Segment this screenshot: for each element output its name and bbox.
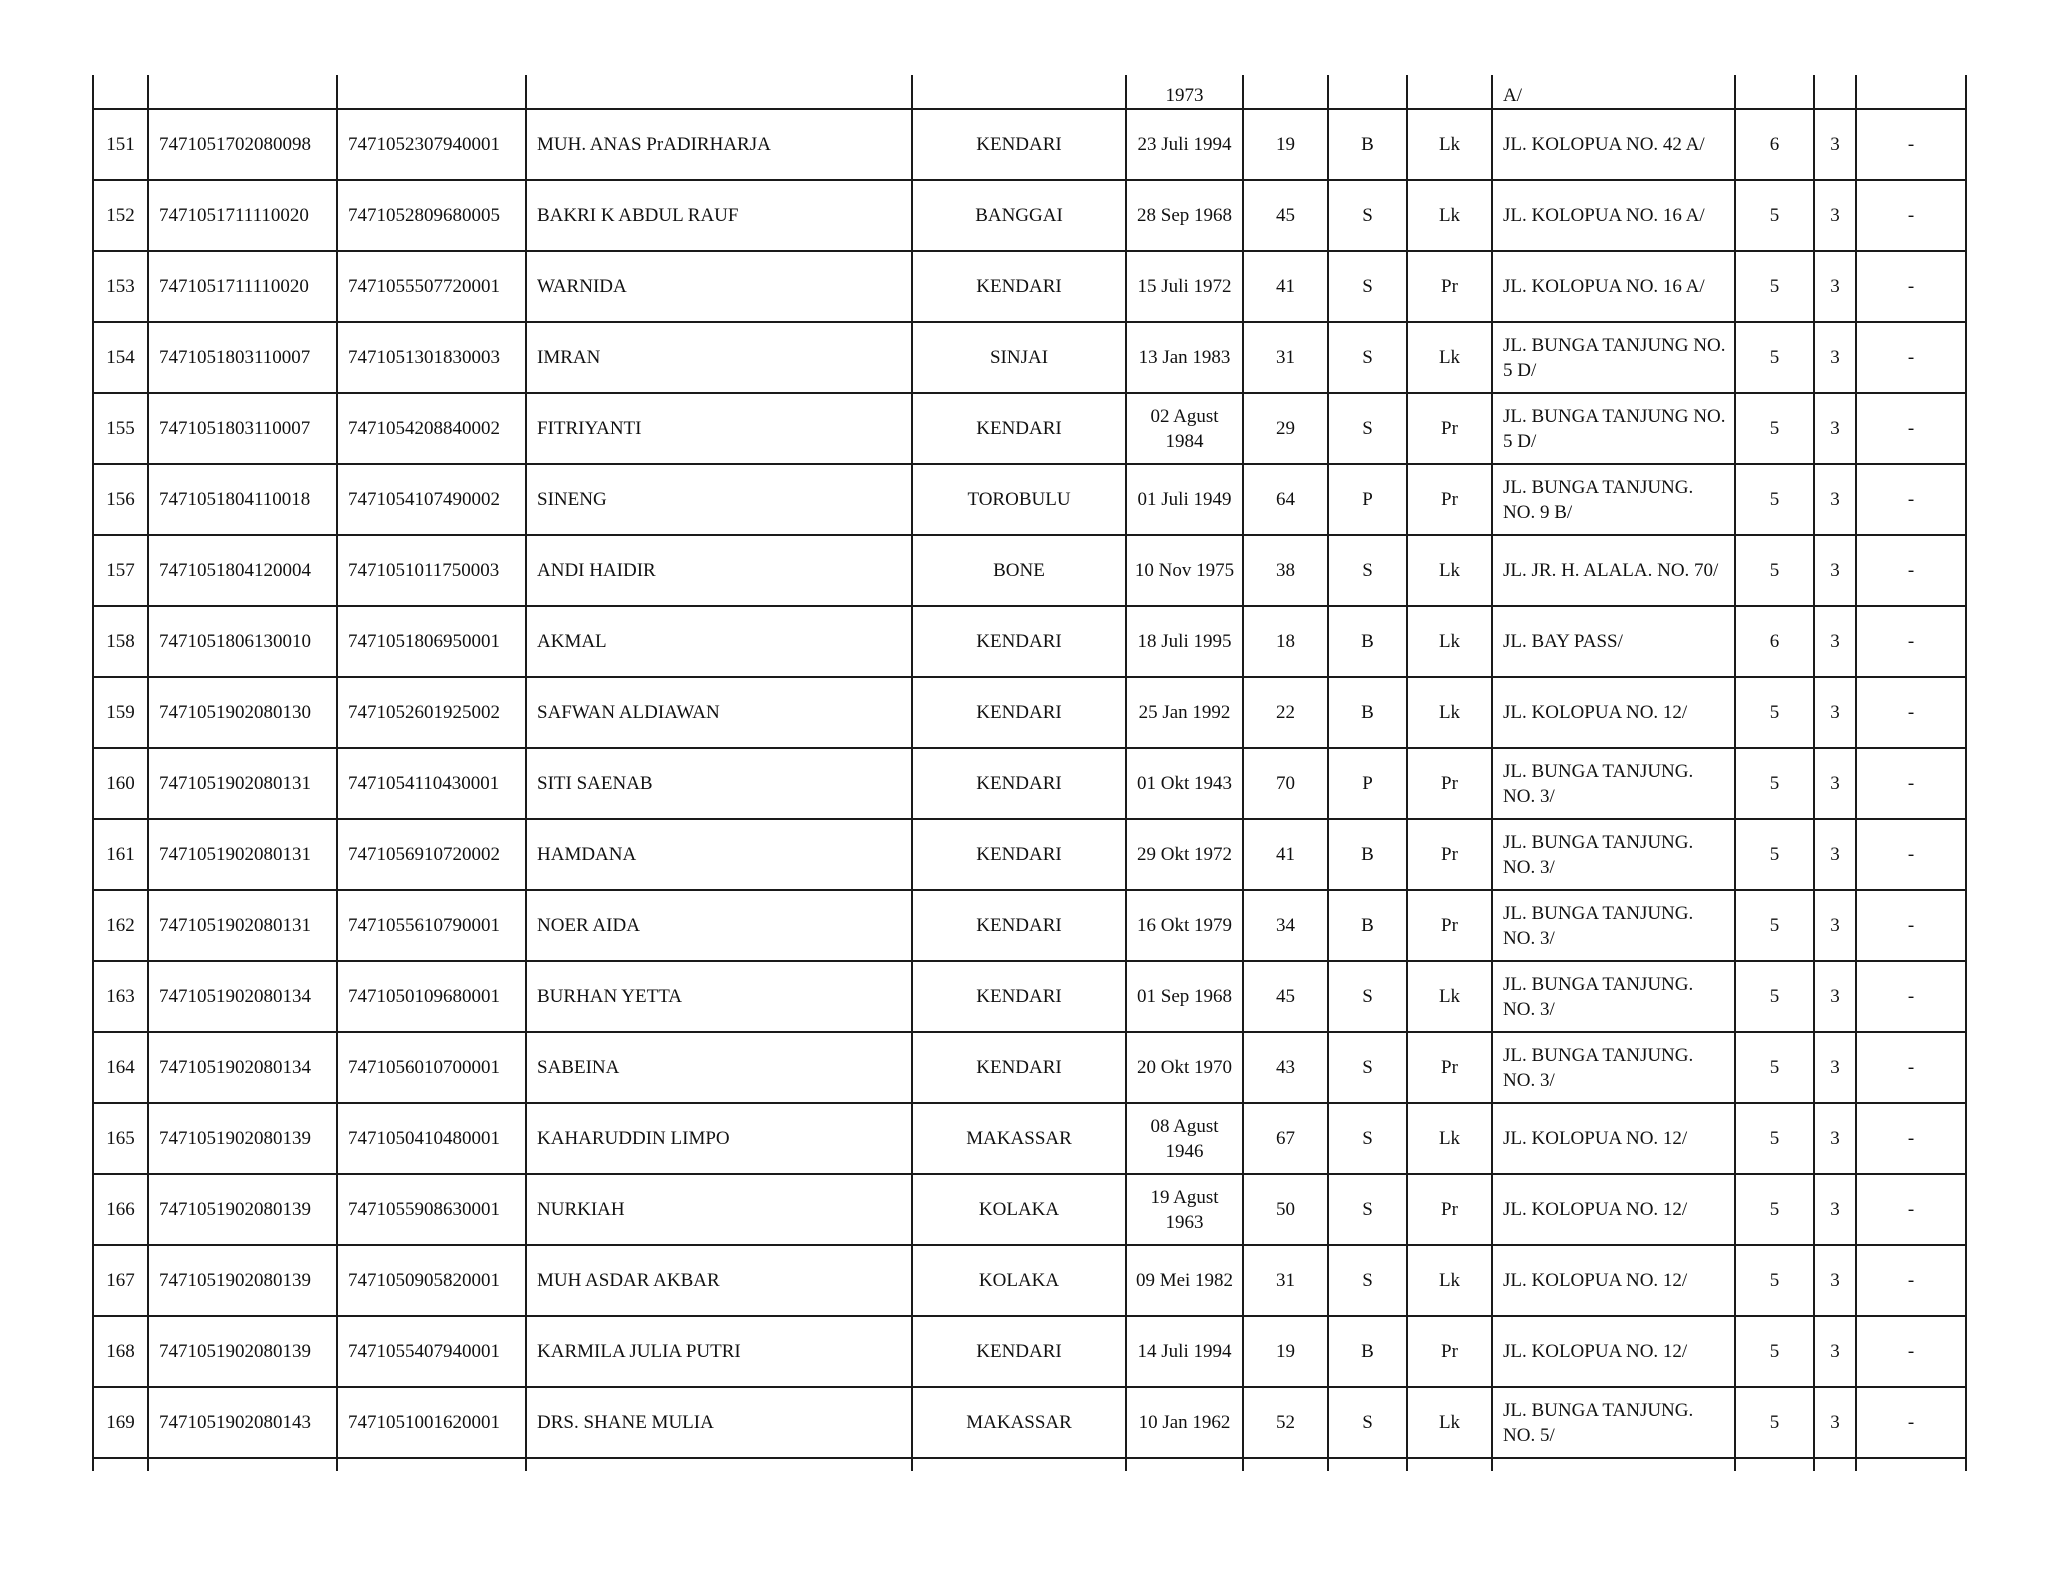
- address-cell: JL. KOLOPUA NO. 16 A/: [1492, 180, 1735, 251]
- address-cell: JL. BAY PASS/: [1492, 606, 1735, 677]
- sex-cell: Pr: [1407, 1032, 1492, 1103]
- remark-cell: -: [1856, 961, 1966, 1032]
- kk-number-cell: 7471051902080134: [148, 961, 337, 1032]
- nik-cell: 7471054107490002: [337, 464, 526, 535]
- sex-cell: Lk: [1407, 180, 1492, 251]
- birthplace-cell: MAKASSAR: [912, 1103, 1126, 1174]
- address-cell: JL. BUNGA TANJUNG. NO. 3/: [1492, 961, 1735, 1032]
- age-cell: 64: [1243, 464, 1328, 535]
- address-cell: JL. BUNGA TANJUNG. NO. 5/: [1492, 1387, 1735, 1458]
- age-cell: 34: [1243, 890, 1328, 961]
- nik-cell: 7471052601925002: [337, 677, 526, 748]
- birthdate-cell: 25 Jan 1992: [1126, 677, 1243, 748]
- table-row: [93, 748, 1966, 819]
- marital-status-cell: B: [1328, 677, 1407, 748]
- birthplace-cell: KOLAKA: [912, 1245, 1126, 1316]
- number-cell: 166: [93, 1174, 148, 1245]
- rt-cell: 5: [1735, 677, 1814, 748]
- birthdate-cell: 01 Okt 1943: [1126, 748, 1243, 819]
- kk-number-cell: 7471051711110020: [148, 180, 337, 251]
- birthdate-cell: 13 Jan 1983: [1126, 322, 1243, 393]
- rt-cell: 6: [1735, 109, 1814, 180]
- remark-cell: -: [1856, 1245, 1966, 1316]
- birthplace-cell: KENDARI: [912, 961, 1126, 1032]
- rw-cell: 3: [1814, 1387, 1856, 1458]
- table-row: [93, 606, 1966, 677]
- address-cell: JL. JR. H. ALALA. NO. 70/: [1492, 535, 1735, 606]
- name-cell: NURKIAH: [526, 1174, 912, 1245]
- table-row: [93, 535, 1966, 606]
- address-cell: JL. KOLOPUA NO. 12/: [1492, 1103, 1735, 1174]
- birthdate-cell: 10 Jan 1962: [1126, 1387, 1243, 1458]
- marital-status-cell: S: [1328, 1245, 1407, 1316]
- rt-cell: 5: [1735, 180, 1814, 251]
- marital-status-cell: S: [1328, 535, 1407, 606]
- number-cell: 162: [93, 890, 148, 961]
- birthplace-cell: KENDARI: [912, 748, 1126, 819]
- name-cell: IMRAN: [526, 322, 912, 393]
- rt-cell: 5: [1735, 1032, 1814, 1103]
- birthplace-cell: KENDARI: [912, 890, 1126, 961]
- number-cell: 161: [93, 819, 148, 890]
- kk-number-cell: 7471051902080134: [148, 1032, 337, 1103]
- nik-cell: 7471051001620001: [337, 1387, 526, 1458]
- table-row: [93, 1245, 1966, 1316]
- age-cell: 18: [1243, 606, 1328, 677]
- nik-cell: 7471050905820001: [337, 1245, 526, 1316]
- rw-cell: 3: [1814, 1103, 1856, 1174]
- nik-cell: 7471056910720002: [337, 819, 526, 890]
- number-cell: 157: [93, 535, 148, 606]
- remark-cell: -: [1856, 890, 1966, 961]
- birthplace-cell: KENDARI: [912, 1316, 1126, 1387]
- name-cell: NOER AIDA: [526, 890, 912, 961]
- address-cell: JL. KOLOPUA NO. 12/: [1492, 677, 1735, 748]
- address-cell: JL. KOLOPUA NO. 12/: [1492, 1174, 1735, 1245]
- remark-cell: -: [1856, 819, 1966, 890]
- sex-cell: Lk: [1407, 606, 1492, 677]
- age-cell: 31: [1243, 322, 1328, 393]
- birthplace-cell: MAKASSAR: [912, 1387, 1126, 1458]
- table-row: [93, 251, 1966, 322]
- number-cell: 158: [93, 606, 148, 677]
- nik-cell: 7471050410480001: [337, 1103, 526, 1174]
- age-cell: 41: [1243, 819, 1328, 890]
- kk-number-cell: 7471051711110020: [148, 251, 337, 322]
- sex-cell: Pr: [1407, 1174, 1492, 1245]
- kk-number-cell: 7471051902080131: [148, 748, 337, 819]
- age-cell: 67: [1243, 1103, 1328, 1174]
- birthdate-cell: 23 Juli 1994: [1126, 109, 1243, 180]
- name-cell: SABEINA: [526, 1032, 912, 1103]
- number-cell: 160: [93, 748, 148, 819]
- sex-cell: Pr: [1407, 819, 1492, 890]
- sex-cell: Lk: [1407, 961, 1492, 1032]
- kk-number-cell: 7471051804110018: [148, 464, 337, 535]
- rw-cell: 3: [1814, 748, 1856, 819]
- rt-cell: 5: [1735, 1245, 1814, 1316]
- age-cell: 29: [1243, 393, 1328, 464]
- rw-cell: 3: [1814, 819, 1856, 890]
- name-cell: ANDI HAIDIR: [526, 535, 912, 606]
- marital-status-cell: B: [1328, 1316, 1407, 1387]
- sex-cell: Lk: [1407, 535, 1492, 606]
- sex-cell: Pr: [1407, 1316, 1492, 1387]
- sex-cell: Pr: [1407, 251, 1492, 322]
- marital-status-cell: S: [1328, 1032, 1407, 1103]
- remark-cell: -: [1856, 109, 1966, 180]
- rt-cell: 5: [1735, 1387, 1814, 1458]
- kk-number-cell: 7471051902080131: [148, 890, 337, 961]
- rw-cell: 3: [1814, 677, 1856, 748]
- marital-status-cell: B: [1328, 606, 1407, 677]
- address-cell: JL. KOLOPUA NO. 12/: [1492, 1245, 1735, 1316]
- nik-cell: 7471051011750003: [337, 535, 526, 606]
- birthdate-cell: 01 Juli 1949: [1126, 464, 1243, 535]
- number-cell: 159: [93, 677, 148, 748]
- age-cell: 50: [1243, 1174, 1328, 1245]
- rw-cell: 3: [1814, 1174, 1856, 1245]
- sex-cell: Pr: [1407, 890, 1492, 961]
- name-cell: MUH ASDAR AKBAR: [526, 1245, 912, 1316]
- name-cell: FITRIYANTI: [526, 393, 912, 464]
- rt-cell: 5: [1735, 535, 1814, 606]
- rw-cell: 3: [1814, 1032, 1856, 1103]
- birthdate-cell: 19 Agust 1963: [1126, 1174, 1243, 1245]
- table-row: [93, 1103, 1966, 1174]
- marital-status-cell: S: [1328, 180, 1407, 251]
- name-cell: WARNIDA: [526, 251, 912, 322]
- sex-cell: Lk: [1407, 1245, 1492, 1316]
- number-cell: 169: [93, 1387, 148, 1458]
- remark-cell: -: [1856, 748, 1966, 819]
- number-cell: 151: [93, 109, 148, 180]
- remark-cell: -: [1856, 1103, 1966, 1174]
- resident-table: [92, 75, 1967, 1471]
- rw-cell: 3: [1814, 251, 1856, 322]
- number-cell: 165: [93, 1103, 148, 1174]
- name-cell: DRS. SHANE MULIA: [526, 1387, 912, 1458]
- age-cell: 70: [1243, 748, 1328, 819]
- name-cell: SAFWAN ALDIAWAN: [526, 677, 912, 748]
- name-cell: KAHARUDDIN LIMPO: [526, 1103, 912, 1174]
- birthplace-cell: KENDARI: [912, 393, 1126, 464]
- address-cell: A/: [1492, 75, 1735, 109]
- age-cell: 22: [1243, 677, 1328, 748]
- table-row: [93, 890, 1966, 961]
- age-cell: 31: [1243, 1245, 1328, 1316]
- name-cell: AKMAL: [526, 606, 912, 677]
- number-cell: 154: [93, 322, 148, 393]
- born-cell: 1973: [1126, 75, 1243, 109]
- marital-status-cell: B: [1328, 819, 1407, 890]
- nik-cell: 7471052307940001: [337, 109, 526, 180]
- rw-cell: 3: [1814, 606, 1856, 677]
- remark-cell: -: [1856, 677, 1966, 748]
- address-cell: JL. BUNGA TANJUNG. NO. 3/: [1492, 1032, 1735, 1103]
- address-cell: JL. BUNGA TANJUNG. NO. 3/: [1492, 819, 1735, 890]
- kk-number-cell: 7471051902080130: [148, 677, 337, 748]
- age-cell: 41: [1243, 251, 1328, 322]
- kk-number-cell: 7471051902080131: [148, 819, 337, 890]
- sex-cell: Lk: [1407, 677, 1492, 748]
- address-cell: JL. BUNGA TANJUNG. NO. 3/: [1492, 890, 1735, 961]
- remark-cell: -: [1856, 1174, 1966, 1245]
- number-cell: 163: [93, 961, 148, 1032]
- name-cell: BURHAN YETTA: [526, 961, 912, 1032]
- marital-status-cell: S: [1328, 1387, 1407, 1458]
- marital-status-cell: S: [1328, 961, 1407, 1032]
- remark-cell: -: [1856, 1387, 1966, 1458]
- age-cell: 19: [1243, 1316, 1328, 1387]
- name-cell: BAKRI K ABDUL RAUF: [526, 180, 912, 251]
- birthdate-cell: 01 Sep 1968: [1126, 961, 1243, 1032]
- nik-cell: 7471056010700001: [337, 1032, 526, 1103]
- sex-cell: Lk: [1407, 322, 1492, 393]
- kk-number-cell: 7471051806130010: [148, 606, 337, 677]
- birthplace-cell: KENDARI: [912, 677, 1126, 748]
- birthplace-cell: TOROBULU: [912, 464, 1126, 535]
- nik-cell: 7471054208840002: [337, 393, 526, 464]
- age-cell: 19: [1243, 109, 1328, 180]
- rt-cell: 5: [1735, 393, 1814, 464]
- birthdate-cell: 28 Sep 1968: [1126, 180, 1243, 251]
- table-row: [93, 961, 1966, 1032]
- marital-status-cell: P: [1328, 464, 1407, 535]
- sex-cell: Lk: [1407, 109, 1492, 180]
- address-cell: JL. BUNGA TANJUNG NO. 5 D/: [1492, 393, 1735, 464]
- remark-cell: -: [1856, 606, 1966, 677]
- marital-status-cell: S: [1328, 1174, 1407, 1245]
- remark-cell: -: [1856, 1032, 1966, 1103]
- number-cell: 153: [93, 251, 148, 322]
- rt-cell: 5: [1735, 464, 1814, 535]
- remark-cell: -: [1856, 1316, 1966, 1387]
- birthdate-cell: 02 Agust 1984: [1126, 393, 1243, 464]
- nik-cell: 7471055407940001: [337, 1316, 526, 1387]
- remark-cell: -: [1856, 535, 1966, 606]
- birthdate-cell: 29 Okt 1972: [1126, 819, 1243, 890]
- rw-cell: 3: [1814, 393, 1856, 464]
- name-cell: SINENG: [526, 464, 912, 535]
- remark-cell: -: [1856, 393, 1966, 464]
- number-cell: 168: [93, 1316, 148, 1387]
- name-cell: SITI SAENAB: [526, 748, 912, 819]
- remark-cell: -: [1856, 322, 1966, 393]
- kk-number-cell: 7471051902080139: [148, 1245, 337, 1316]
- birthplace-cell: SINJAI: [912, 322, 1126, 393]
- rt-cell: 5: [1735, 1103, 1814, 1174]
- kk-number-cell: 7471051902080139: [148, 1316, 337, 1387]
- rw-cell: 3: [1814, 1245, 1856, 1316]
- rw-cell: 3: [1814, 890, 1856, 961]
- address-cell: JL. BUNGA TANJUNG. NO. 9 B/: [1492, 464, 1735, 535]
- remark-cell: -: [1856, 251, 1966, 322]
- sex-cell: Pr: [1407, 393, 1492, 464]
- rt-cell: 5: [1735, 1316, 1814, 1387]
- number-cell: 152: [93, 180, 148, 251]
- kk-number-cell: 7471051702080098: [148, 109, 337, 180]
- kk-number-cell: 7471051803110007: [148, 393, 337, 464]
- marital-status-cell: S: [1328, 393, 1407, 464]
- number-cell: 167: [93, 1245, 148, 1316]
- kk-number-cell: 7471051902080139: [148, 1174, 337, 1245]
- birthdate-cell: 15 Juli 1972: [1126, 251, 1243, 322]
- birthdate-cell: 16 Okt 1979: [1126, 890, 1243, 961]
- birthplace-cell: KENDARI: [912, 819, 1126, 890]
- rw-cell: 3: [1814, 109, 1856, 180]
- marital-status-cell: B: [1328, 109, 1407, 180]
- address-cell: JL. KOLOPUA NO. 12/: [1492, 1316, 1735, 1387]
- number-cell: 164: [93, 1032, 148, 1103]
- table-row: [93, 109, 1966, 180]
- nik-cell: 7471055507720001: [337, 251, 526, 322]
- rt-cell: 5: [1735, 322, 1814, 393]
- rw-cell: 3: [1814, 1316, 1856, 1387]
- birthplace-cell: KOLAKA: [912, 1174, 1126, 1245]
- table-row: [93, 180, 1966, 251]
- birthplace-cell: BANGGAI: [912, 180, 1126, 251]
- birthdate-cell: 20 Okt 1970: [1126, 1032, 1243, 1103]
- address-cell: JL. KOLOPUA NO. 16 A/: [1492, 251, 1735, 322]
- address-cell: JL. BUNGA TANJUNG NO. 5 D/: [1492, 322, 1735, 393]
- sex-cell: Lk: [1407, 1103, 1492, 1174]
- table-row: [93, 1316, 1966, 1387]
- birthdate-cell: 08 Agust 1946: [1126, 1103, 1243, 1174]
- kk-number-cell: 7471051804120004: [148, 535, 337, 606]
- birthplace-cell: KENDARI: [912, 109, 1126, 180]
- nik-cell: 7471051301830003: [337, 322, 526, 393]
- marital-status-cell: B: [1328, 890, 1407, 961]
- nik-cell: 7471054110430001: [337, 748, 526, 819]
- table-row: [93, 1174, 1966, 1245]
- table-row: [93, 322, 1966, 393]
- birthdate-cell: 18 Juli 1995: [1126, 606, 1243, 677]
- age-cell: 43: [1243, 1032, 1328, 1103]
- table-row: [93, 1032, 1966, 1103]
- sex-cell: Pr: [1407, 464, 1492, 535]
- rt-cell: 5: [1735, 251, 1814, 322]
- kk-number-cell: 7471051902080139: [148, 1103, 337, 1174]
- birthplace-cell: KENDARI: [912, 251, 1126, 322]
- table-row: [93, 464, 1966, 535]
- table-row: [93, 393, 1966, 464]
- table-row: [93, 1387, 1966, 1458]
- number-cell: 155: [93, 393, 148, 464]
- birthplace-cell: KENDARI: [912, 1032, 1126, 1103]
- sex-cell: Pr: [1407, 748, 1492, 819]
- rt-cell: 5: [1735, 890, 1814, 961]
- address-cell: JL. BUNGA TANJUNG. NO. 3/: [1492, 748, 1735, 819]
- birthplace-cell: KENDARI: [912, 606, 1126, 677]
- rt-cell: 5: [1735, 1174, 1814, 1245]
- rw-cell: 3: [1814, 961, 1856, 1032]
- name-cell: KARMILA JULIA PUTRI: [526, 1316, 912, 1387]
- continued-row: [93, 1458, 1966, 1471]
- nik-cell: 7471051806950001: [337, 606, 526, 677]
- rt-cell: 5: [1735, 748, 1814, 819]
- rt-cell: 5: [1735, 819, 1814, 890]
- nik-cell: 7471055908630001: [337, 1174, 526, 1245]
- continued-row: [93, 75, 1966, 109]
- name-cell: HAMDANA: [526, 819, 912, 890]
- age-cell: 45: [1243, 180, 1328, 251]
- rw-cell: 3: [1814, 464, 1856, 535]
- name-cell: MUH. ANAS PrADIRHARJA: [526, 109, 912, 180]
- rw-cell: 3: [1814, 535, 1856, 606]
- remark-cell: -: [1856, 464, 1966, 535]
- rt-cell: 6: [1735, 606, 1814, 677]
- kk-number-cell: 7471051803110007: [148, 322, 337, 393]
- nik-cell: 7471052809680005: [337, 180, 526, 251]
- birthdate-cell: 09 Mei 1982: [1126, 1245, 1243, 1316]
- age-cell: 38: [1243, 535, 1328, 606]
- age-cell: 45: [1243, 961, 1328, 1032]
- sex-cell: Lk: [1407, 1387, 1492, 1458]
- nik-cell: 7471050109680001: [337, 961, 526, 1032]
- table-row: [93, 819, 1966, 890]
- rw-cell: 3: [1814, 322, 1856, 393]
- age-cell: 52: [1243, 1387, 1328, 1458]
- number-cell: 156: [93, 464, 148, 535]
- rt-cell: 5: [1735, 961, 1814, 1032]
- nik-cell: 7471055610790001: [337, 890, 526, 961]
- birthdate-cell: 14 Juli 1994: [1126, 1316, 1243, 1387]
- marital-status-cell: S: [1328, 251, 1407, 322]
- rw-cell: 3: [1814, 180, 1856, 251]
- marital-status-cell: S: [1328, 1103, 1407, 1174]
- birthdate-cell: 10 Nov 1975: [1126, 535, 1243, 606]
- address-cell: JL. KOLOPUA NO. 42 A/: [1492, 109, 1735, 180]
- marital-status-cell: S: [1328, 322, 1407, 393]
- birthplace-cell: BONE: [912, 535, 1126, 606]
- remark-cell: -: [1856, 180, 1966, 251]
- marital-status-cell: P: [1328, 748, 1407, 819]
- table-row: [93, 677, 1966, 748]
- kk-number-cell: 7471051902080143: [148, 1387, 337, 1458]
